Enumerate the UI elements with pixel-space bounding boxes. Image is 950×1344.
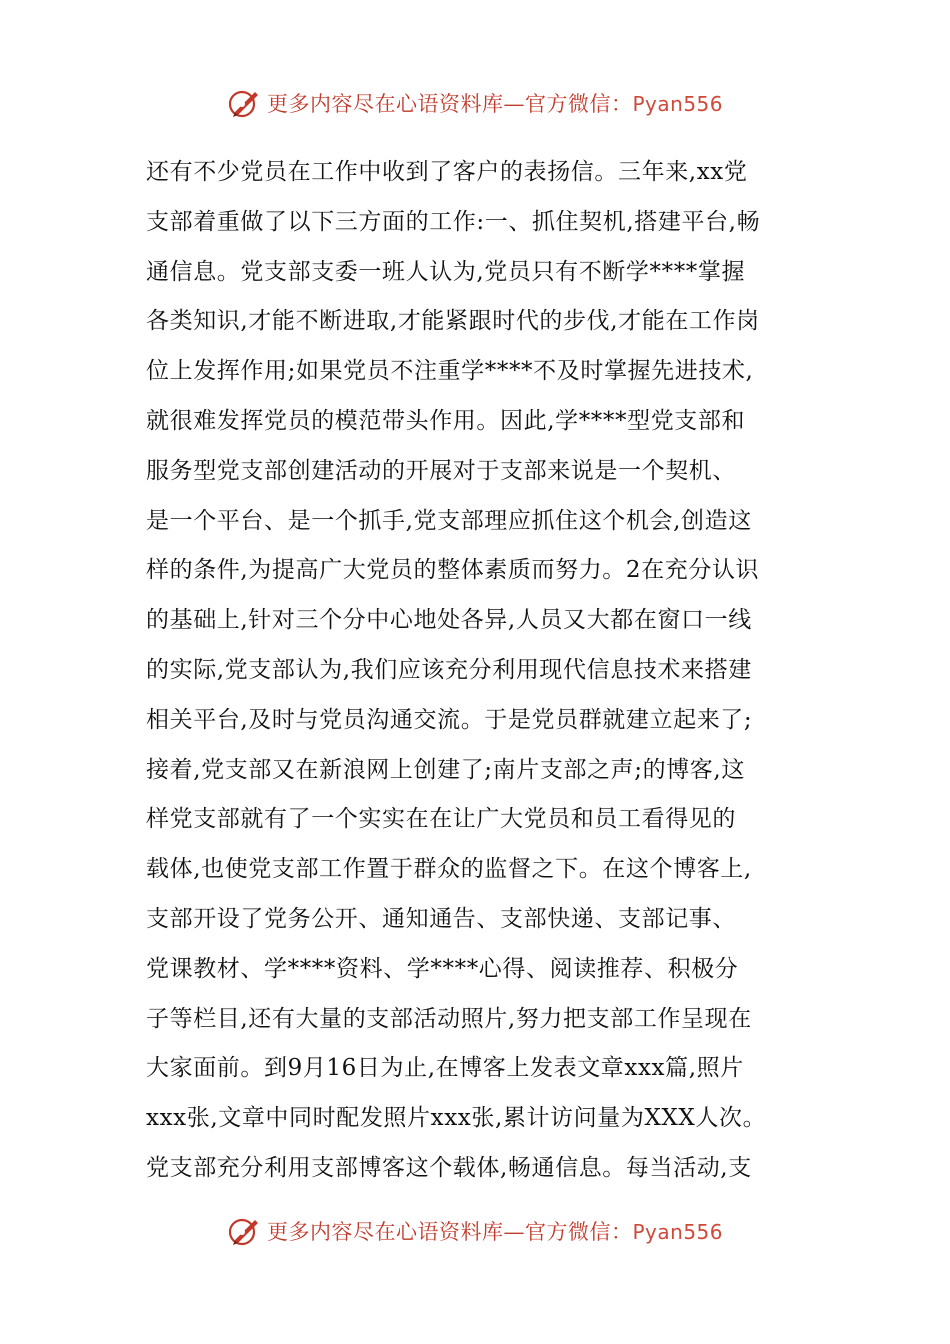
paragraph-line: 支部开设了党务公开、通知通告、支部快递、支部记事、: [146, 905, 736, 932]
paragraph-line: 是一个平台、是一个抓手,党支部理应抓住这个机会,创造这: [146, 507, 752, 534]
footer-slogan: [267, 1216, 723, 1246]
paragraph-line: 大家面前。到9月16日为止,在博客上发表文章xxx篇,照片: [146, 1055, 744, 1082]
footer-wechat-id: Pyan556: [632, 1220, 723, 1244]
header-watermark-banner: [0, 83, 950, 123]
document-body: [146, 148, 810, 1194]
header-slogan-text: 更多内容尽在心语资料库—官方微信：: [266, 92, 633, 116]
paragraph-line: 党课教材、学****资料、学****心得、阅读推荐、积极分: [146, 955, 739, 982]
paragraph-line: 服务型党支部创建活动的开展对于支部来说是一个契机、: [146, 457, 736, 484]
header-slogan: [267, 88, 723, 118]
paragraph-line: 子等栏目,还有大量的支部活动照片,努力把支部工作呈现在: [146, 1005, 752, 1032]
header-wechat-id: Pyan556: [632, 92, 723, 116]
paragraph-line: 的基础上,针对三个分中心地处各异,人员又大都在窗口一线: [146, 607, 752, 634]
paragraph-line: 样党支部就有了一个实实在在让广大党员和员工看得见的: [146, 806, 736, 833]
paragraph-line: 支部着重做了以下三方面的工作:一、抓住契机,搭建平台,畅: [146, 208, 761, 235]
footer-watermark-banner: [0, 1211, 950, 1251]
footer-slogan-text: 更多内容尽在心语资料库—官方微信：: [266, 1220, 633, 1244]
pen-logo-icon: [227, 86, 261, 120]
paragraph-line: 就很难发挥党员的模范带头作用。因此,学****型党支部和: [146, 407, 746, 434]
paragraph-line: 位上发挥作用;如果党员不注重学****不及时掌握先进技术,: [146, 358, 754, 385]
paragraph-line: 还有不少党员在工作中收到了客户的表扬信。三年来,xx党: [146, 159, 748, 185]
paragraph-line: 的实际,党支部认为,我们应该充分利用现代信息技术来搭建: [146, 656, 752, 683]
paragraph-line: 各类知识,才能不断进取,才能紧跟时代的步伐,才能在工作岗: [146, 308, 760, 335]
paragraph-line: 样的条件,为提高广大党员的整体素质而努力。2在充分认识: [146, 557, 760, 584]
paragraph-line: 党支部充分利用支部博客这个载体,畅通信息。每当活动,支: [146, 1154, 752, 1181]
pen-logo-icon: [227, 1214, 261, 1248]
paragraph-line: 通信息。党支部支委一班人认为,党员只有不断学****掌握: [146, 258, 746, 285]
paragraph-line: 载体,也使党支部工作置于群众的监督之下。在这个博客上,: [146, 856, 752, 883]
paragraph-line: 相关平台,及时与党员沟通交流。于是党员群就建立起来了;: [146, 706, 753, 733]
paragraph-line: 接着,党支部又在新浪网上创建了;南片支部之声;的博客,这: [146, 756, 745, 783]
paragraph-line: xxx张,文章中同时配发照片xxx张,累计访问量为XXX人次。: [146, 1105, 767, 1132]
